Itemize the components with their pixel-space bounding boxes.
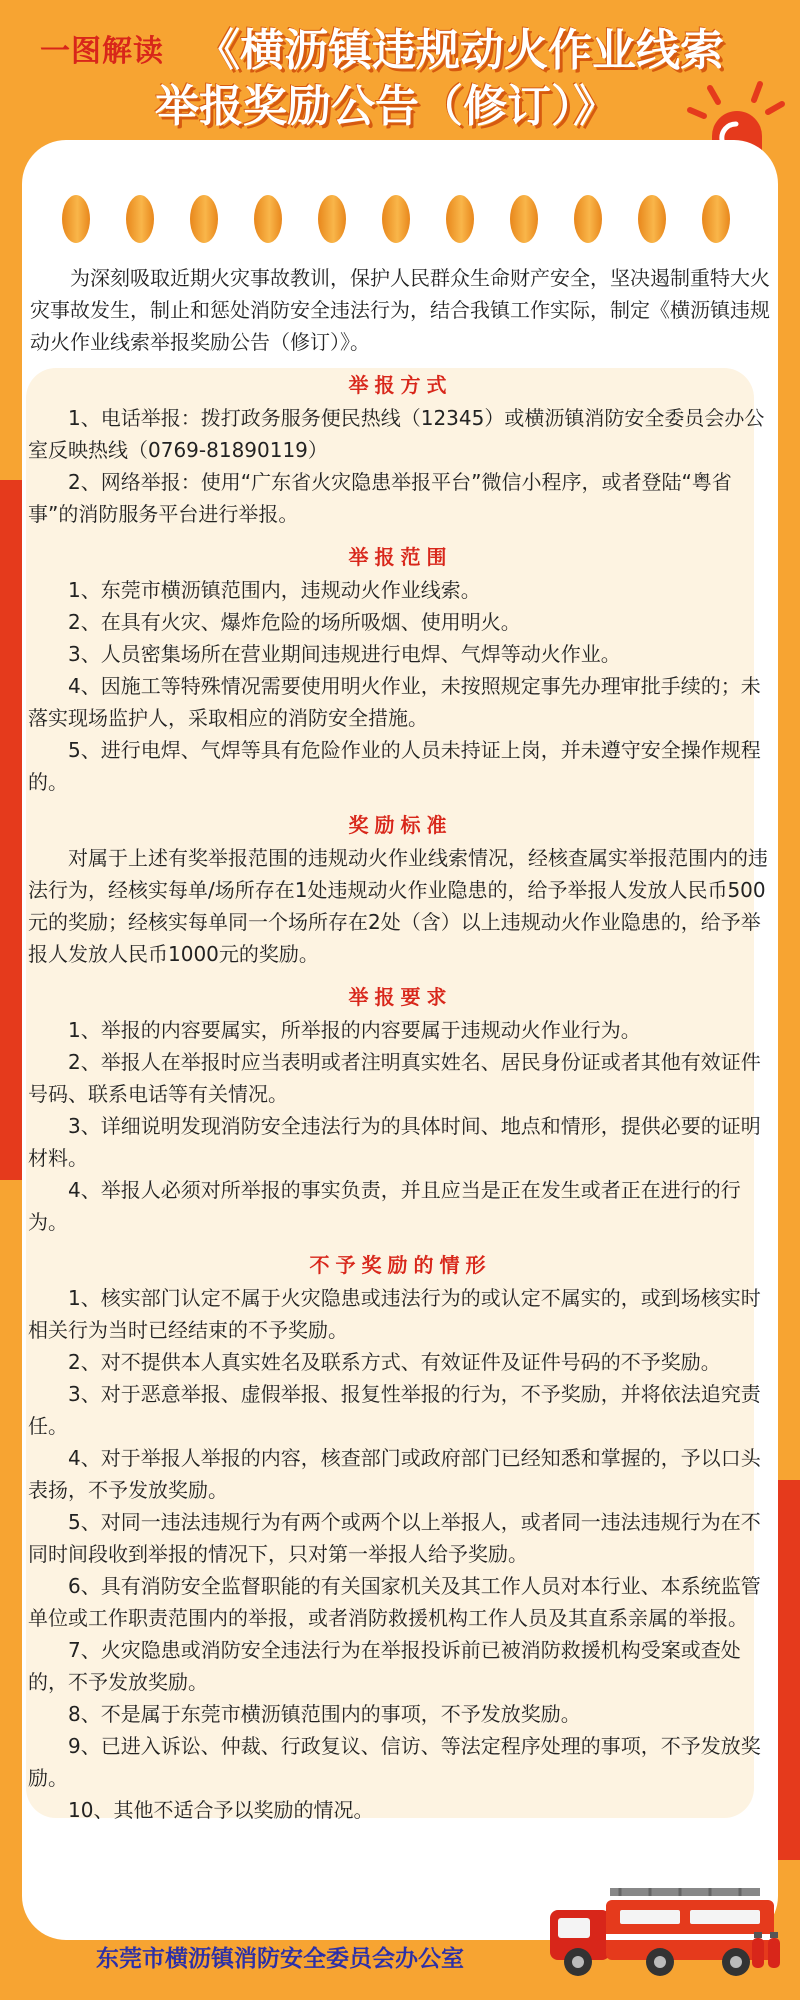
section-item: 2、在具有火灾、爆炸危险的场所吸烟、使用明火。 [68, 610, 521, 634]
sections-content [28, 368, 773, 1826]
section-item: 6、具有消防安全监督职能的有关国家机关及其工作人员对本行业、本系统监管单位或工作职责范围内的举报，或者消防救援机构工作人员及其直系亲属的举报。 [28, 1574, 761, 1630]
section-item: 1、东莞市横沥镇范围内，违规动火作业线索。 [68, 578, 481, 602]
section-item: 2、对不提供本人真实姓名及联系方式、有效证件及证件号码的不予奖励。 [68, 1350, 721, 1374]
ring-decoration [446, 195, 474, 243]
section-title: 奖励标准 [348, 813, 453, 837]
section-item: 5、对同一违法违规行为有两个或两个以上举报人，或者同一违法违规行为在不同时间段收到举报的情况下，只对第一举报人给予奖励。 [28, 1510, 761, 1566]
section-reward-standard [28, 808, 773, 970]
section-report-scope [28, 540, 773, 798]
section-item: 2、网络举报：使用“广东省火灾隐患举报平台”微信小程序，或者登陆“粤省事”的消防服务平台进行举报。 [28, 470, 732, 526]
ring-decoration [254, 195, 282, 243]
section-item: 1、举报的内容要属实，所举报的内容要属于违规动火作业行为。 [68, 1018, 641, 1042]
right-red-stripe [776, 1480, 800, 1860]
header-tag: 一图解读 [40, 34, 164, 69]
ring-decoration [190, 195, 218, 243]
section-item: 4、举报人必须对所举报的事实负责，并且应当是正在发生或者正在进行的行为。 [28, 1178, 741, 1234]
section-title: 不予奖励的情形 [309, 1253, 492, 1277]
ring-decoration [702, 195, 730, 243]
section-item: 8、不是属于东莞市横沥镇范围内的事项，不予发放奖励。 [68, 1702, 581, 1726]
section-title: 举报范围 [348, 545, 453, 569]
section-item: 1、电话举报：拨打政务服务便民热线（12345）或横沥镇消防安全委员会办公室反映热线（0769-81890119） [28, 406, 765, 462]
fire-extinguisher-icon [748, 1926, 784, 1970]
section-item: 3、人员密集场所在营业期间违规进行电焊、气焊等动火作业。 [68, 642, 621, 666]
section-item: 4、因施工等特殊情况需要使用明火作业，未按照规定事先办理审批手续的；未落实现场监护人，采取相应的消防安全措施。 [28, 674, 761, 730]
ring-decoration [510, 195, 538, 243]
fire-truck-icon [540, 1880, 780, 1980]
section-item: 7、火灾隐患或消防安全违法行为在举报投诉前已被消防救援机构受案或查处的，不予发放奖励。 [28, 1638, 741, 1694]
section-item: 1、核实部门认定不属于火灾隐患或违法行为的或认定不属实的，或到场核实时相关行为当时已经结束的不予奖励。 [28, 1286, 761, 1342]
page-title-line-1: 《横沥镇违规动火作业线索 [196, 25, 724, 76]
section-item: 9、已进入诉讼、仲裁、行政复议、信访、等法定程序处理的事项，不予发放奖励。 [28, 1734, 761, 1790]
intro-text: 为深刻吸取近期火灾事故教训，保护人民群众生命财产安全，坚决遏制重特大火灾事故发生，制止和惩处消防安全违法行为，结合我镇工作实际，制定《横沥镇违规动火作业线索举报奖励公告（修订）》。 [30, 266, 770, 354]
section-title: 举报要求 [348, 985, 453, 1009]
ring-decoration [318, 195, 346, 243]
ring-decoration [574, 195, 602, 243]
section-item: 10、其他不适合予以奖励的情况。 [68, 1798, 374, 1822]
ring-decoration [62, 195, 90, 243]
section-item: 5、进行电焊、气焊等具有危险作业的人员未持证上岗，并未遵守安全操作规程的。 [28, 738, 761, 794]
intro-paragraph [30, 262, 770, 358]
left-red-stripe [0, 480, 24, 1180]
ring-decoration [638, 195, 666, 243]
section-item: 对属于上述有奖举报范围的违规动火作业线索情况，经核查属实举报范围内的违法行为，经核实每单/场所存在1处违规动火作业隐患的，给予举报人发放人民币500元的奖励；经核实每单同一个场所存在2处（含）以上违规动火作业隐患的，给予举报人发放人民币1000元的奖励。 [28, 846, 768, 966]
page-title-line-2: 举报奖励公告（修订）》 [155, 81, 617, 132]
ring-decoration [382, 195, 410, 243]
section-no-reward-cases [28, 1248, 773, 1826]
section-title: 举报方式 [348, 373, 453, 397]
section-item: 2、举报人在举报时应当表明或者注明真实姓名、居民身份证或者其他有效证件号码、联系电话等有关情况。 [28, 1050, 761, 1106]
section-report-methods [28, 368, 773, 530]
footer-issuer: 东莞市横沥镇消防安全委员会办公室 [96, 1946, 464, 1972]
ring-decoration [126, 195, 154, 243]
section-item: 4、对于举报人举报的内容，核查部门或政府部门已经知悉和掌握的，予以口头表扬，不予发放奖励。 [28, 1446, 761, 1502]
notebook-rings [62, 195, 742, 243]
section-item: 3、对于恶意举报、虚假举报、报复性举报的行为，不予奖励，并将依法追究责任。 [28, 1382, 761, 1438]
section-report-requirements [28, 980, 773, 1238]
section-item: 3、详细说明发现消防安全违法行为的具体时间、地点和情形，提供必要的证明材料。 [28, 1114, 761, 1170]
